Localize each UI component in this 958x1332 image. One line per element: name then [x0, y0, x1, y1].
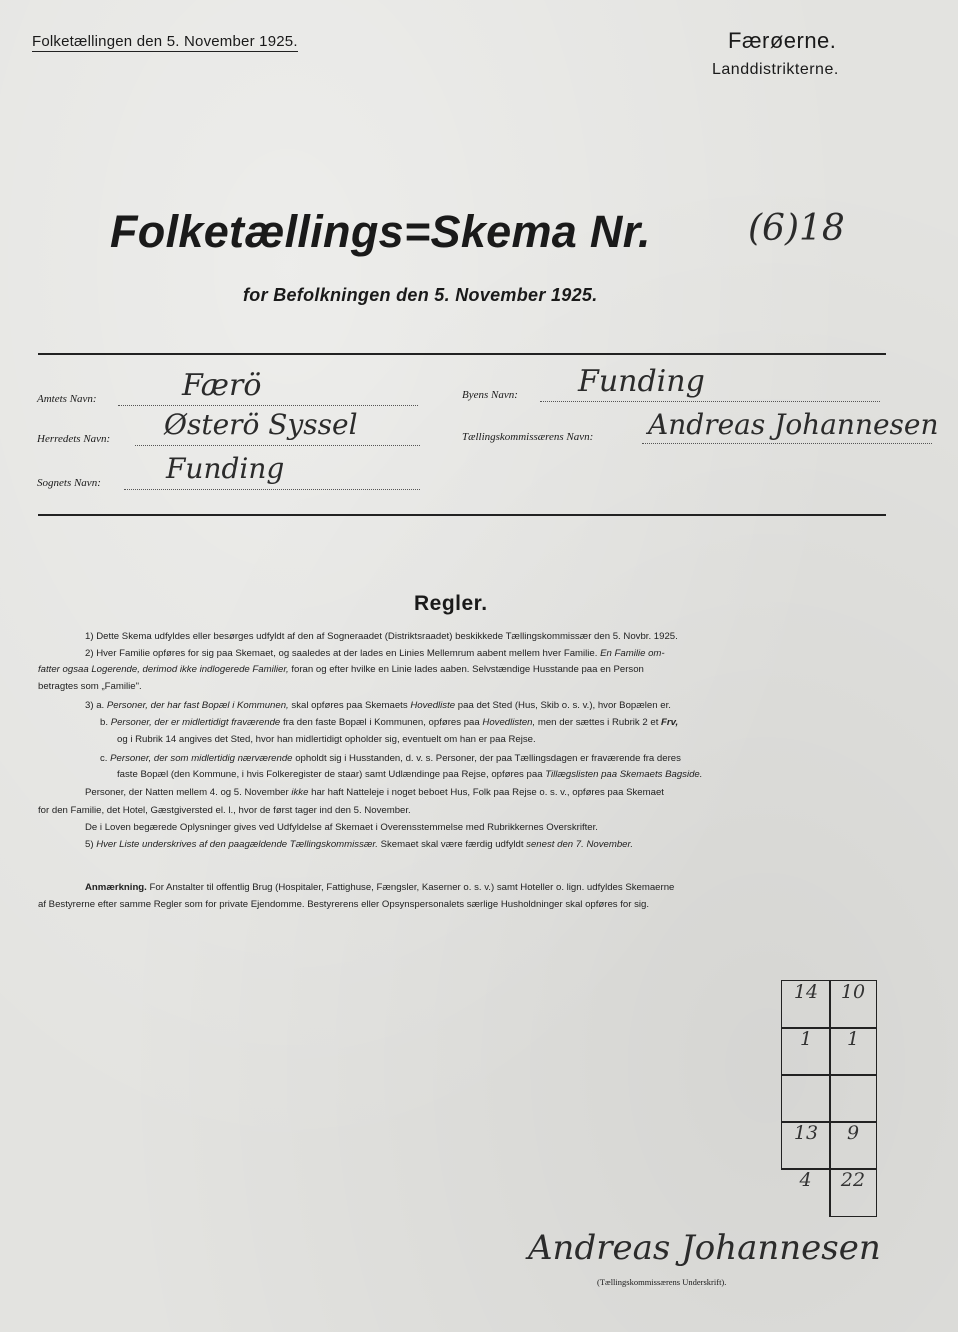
form-number-handwritten: (6)18: [748, 208, 845, 249]
rule-loven: De i Loven begærede Oplysninger gives ved Udfyldelse af Skemaet i Overensstemmelse med Rubrikkernes Overskrifter.: [85, 822, 598, 833]
bottom-divider: [38, 514, 886, 516]
regler-title: Regler.: [414, 592, 488, 615]
form-subtitle: for Befolkningen den 5. November 1925.: [243, 285, 598, 305]
signature-caption: (Tællingskommissærens Underskrift).: [597, 1277, 727, 1287]
rule-3a: 3) a. Personer, der har fast Bopæl i Kommunen, skal opføres paa Skemaets Hovedliste paa det Sted (Hus, Skib o. s. v.), hvor Bopælen er.: [85, 700, 671, 711]
herred-value: Østerö Syssel: [164, 408, 358, 441]
rule-2: 2) Hver Familie opføres for sig paa Skemaet, og saaledes at der lades en Linies Mellemrum aabent mellem hver Familie. En Familie om-: [85, 648, 665, 659]
rule-3c: c. Personer, der som midlertidig nærværende opholdt sig i Husstanden, d. v. s. Personer, der paa Tællingsdagen er fraværende fra deres: [100, 753, 681, 764]
tally-cell: 14: [781, 980, 831, 1029]
kommissaer-value: Andreas Johannesen: [648, 408, 939, 441]
by-label: Byens Navn:: [462, 389, 518, 401]
rule-2-cont: fatter ogsaa Logerende, derimod ikke indlogerede Familier, foran og efter hvilke en Linie lades aaben. Selvstændige Husstande paa en Person: [38, 664, 644, 675]
rule-3b-cont: og i Rubrik 14 angives det Sted, hvor han midlertidigt opholder sig, eventuelt om han er paa Rejse.: [117, 734, 536, 745]
kommissaer-line: [642, 443, 932, 444]
tally-cell: 22: [829, 1168, 877, 1217]
rule-3c-cont: faste Bopæl (den Kommune, i hvis Folkeregister de staar) samt Udlændinge paa Rejse, opføres paa Tillægslisten paa Skemaets Bagside.: [117, 769, 703, 780]
region-subtitle: Landdistrikterne.: [712, 61, 839, 78]
census-date-header: Folketællingen den 5. November 1925.: [32, 33, 298, 50]
amt-label: Amtets Navn:: [37, 393, 97, 405]
tally-cell: [781, 1074, 831, 1123]
rule-3b: b. Personer, der er midlertidigt fraværende fra den faste Bopæl i Kommunen, opføres paa Hovedlisten, men der sættes i Rubrik 2 et Frv,: [100, 717, 679, 728]
rule-1: 1) Dette Skema udfyldes eller besørges udfyldt af den af Sogneraadet (Distriktsraadet) beskikkede Tællingskommissær den 5. Novbr. 1925.: [85, 631, 678, 642]
by-line: [540, 401, 880, 402]
kommissaer-label: Tællingskommissærens Navn:: [462, 431, 594, 443]
tally-cell: 4: [781, 1168, 831, 1217]
sogn-label: Sognets Navn:: [37, 477, 101, 489]
region-title: Færøerne.: [728, 28, 837, 53]
sogn-value: Funding: [166, 452, 285, 485]
rule-4: Personer, der Natten mellem 4. og 5. November ikke har haft Natteleje i noget beboet Hus, Folk paa Rejse o. s. v., opføres paa Skemaet: [85, 787, 664, 798]
tally-cell: [829, 1074, 877, 1123]
anmaerkning-line-2: af Bestyrerne efter samme Regler som for private Ejendomme. Bestyrerens eller Opsynspersonalets særlige Husholdninger skal opføres for sig.: [38, 899, 650, 910]
herred-line: [135, 445, 420, 446]
tally-cell: 1: [829, 1027, 877, 1076]
tally-cell: 9: [829, 1121, 877, 1170]
rule-2-end: betragtes som „Familie".: [38, 681, 142, 692]
rule-5: 5) Hver Liste underskrives af den paagældende Tællingskommissær. Skemaet skal være færdig udfyldt senest den 7. November.: [85, 839, 634, 850]
amt-line: [118, 405, 418, 406]
tally-cell: 1: [781, 1027, 831, 1076]
commissioner-signature: Andreas Johannesen: [528, 1228, 881, 1268]
by-value: Funding: [578, 364, 705, 399]
rule-4-cont: for den Familie, det Hotel, Gæstgiversted el. l., hvor de først tager ind den 5. November.: [38, 805, 411, 816]
anmaerkning-line-1: Anmærkning. For Anstalter til offentlig Brug (Hospitaler, Fattighuse, Fængsler, Kaserner o. s. v.) samt Hoteller o. lign. udfyldes Skemaerne: [85, 882, 675, 893]
tally-cell: 13: [781, 1121, 831, 1170]
sogn-line: [124, 489, 420, 490]
top-divider: [38, 353, 886, 355]
amt-value: Færö: [182, 368, 262, 403]
herred-label: Herredets Navn:: [37, 433, 111, 445]
form-title: Folketællings=Skema Nr.: [110, 206, 651, 257]
tally-cell: 10: [829, 980, 877, 1029]
